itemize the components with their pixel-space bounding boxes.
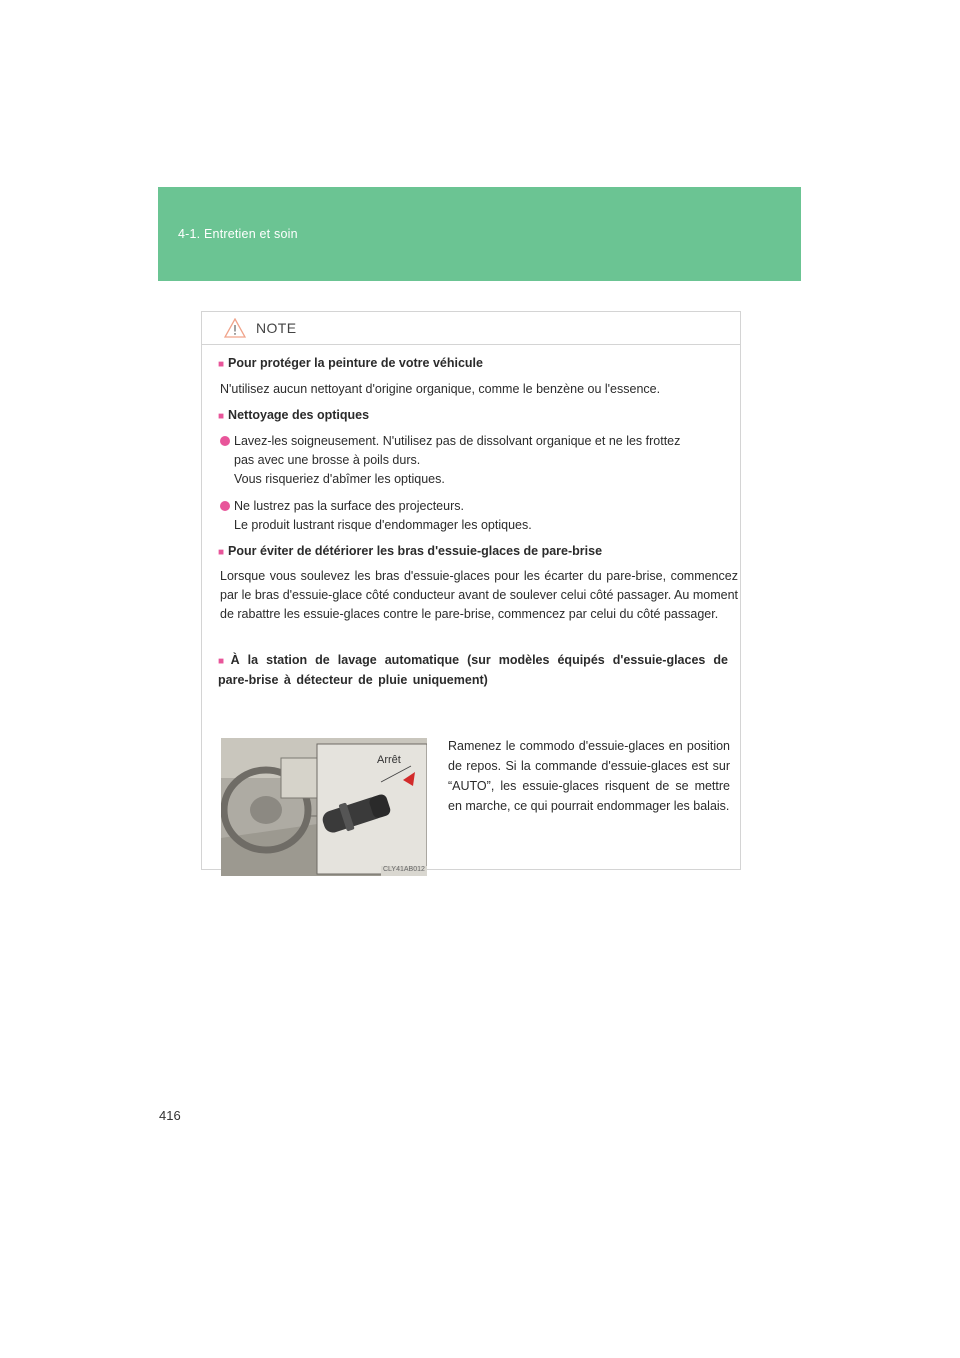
- heading-car-wash: ■ À la station de lavage automatique (sur modèles équipés d'essuie-glaces de pare-brise à détecteur de pluie uniquement): [218, 653, 728, 687]
- square-bullet-icon: ■: [218, 359, 225, 370]
- section-header-band: [158, 187, 801, 281]
- square-bullet-icon: ■: [218, 656, 227, 667]
- warning-icon: [224, 318, 246, 338]
- wiper-switch-illustration: [221, 738, 427, 876]
- round-bullet-icon: [220, 501, 230, 511]
- paint-protection-text: N'utilisez aucun nettoyant d'origine organique, comme le benzène ou l'essence.: [220, 382, 661, 396]
- note-header: [202, 312, 740, 345]
- car-wash-text: Ramenez le commodo d'essuie-glaces en position de repos. Si la commande d'essuie-glaces est sur “AUTO”, les essuie-glaces risquent de se mettre en marche, ce qui pourrait endommager les balais.: [448, 739, 730, 813]
- heading-paint-protection: ■ Pour protéger la peinture de votre véhicule: [218, 356, 483, 370]
- wiper-arms-text: Lorsque vous soulevez les bras d'essuie-glaces pour les écarter du pare-brise, commencez par le bras d'essuie-glace côté conducteur avant de soulever celui côté passager. Au moment de rabattre les essuie-glaces contre le pare-brise, commencez par celui du côté passager.: [220, 569, 738, 621]
- section-title: 4-1. Entretien et soin: [178, 227, 298, 241]
- note-label: NOTE: [256, 320, 297, 336]
- bullet-item: Lavez-les soigneusement. N'utilisez pas de dissolvant organique et ne les frottez pas avec une brosse à poils durs. Vous risqueriez d'abîmer les optiques.: [220, 432, 738, 489]
- heading-wiper-arms: ■ Pour éviter de détériorer les bras d'essuie-glaces de pare-brise: [218, 544, 603, 558]
- square-bullet-icon: ■: [218, 411, 225, 422]
- round-bullet-icon: [220, 436, 230, 446]
- heading-lights-cleaning: ■ Nettoyage des optiques: [218, 408, 370, 422]
- figure-code-label: CLY41AB012: [383, 866, 425, 873]
- page-number: 416: [159, 1108, 181, 1123]
- square-bullet-icon: ■: [218, 547, 225, 558]
- figure-callout-label: Arrêt: [377, 754, 401, 766]
- note-box: [201, 311, 741, 873]
- bullet-item: Ne lustrez pas la surface des projecteurs. Le produit lustrant risque d'endommager les optiques.: [220, 497, 738, 535]
